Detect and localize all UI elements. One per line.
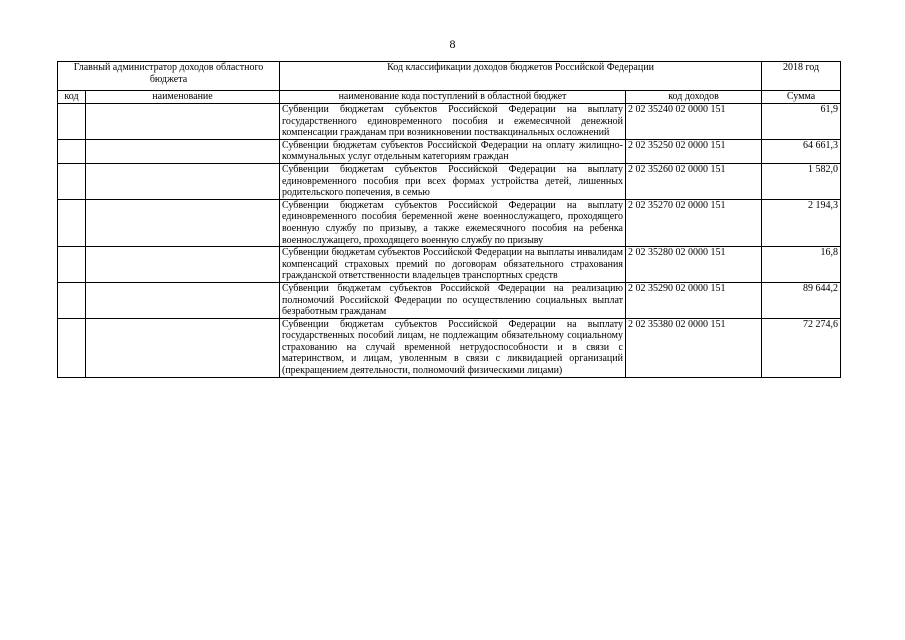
income-code: 2 02 35280 02 0000 151 <box>626 247 762 283</box>
page-number: 8 <box>449 37 456 51</box>
admin-name-cell <box>86 163 280 199</box>
table-row <box>58 104 841 140</box>
table-row <box>58 282 841 318</box>
income-amount: 1 582,0 <box>762 163 841 199</box>
header-row-sub <box>58 91 841 104</box>
income-code: 2 02 35380 02 0000 151 <box>626 318 762 377</box>
income-code: 2 02 35260 02 0000 151 <box>626 163 762 199</box>
table-row <box>58 139 841 163</box>
income-code: 2 02 35240 02 0000 151 <box>626 104 762 140</box>
income-code: 2 02 35250 02 0000 151 <box>626 139 762 163</box>
income-description: Субвенции бюджетам субъектов Российской Федерации на выплату государственного единовременного пособия и ежемесячной денежной компенсации гражданам при возникновении поствакцинальных осложнений <box>280 104 626 140</box>
income-amount: 61,9 <box>762 104 841 140</box>
header-sum: Сумма <box>762 91 841 104</box>
income-amount: 16,8 <box>762 247 841 283</box>
income-description: Субвенции бюджетам субъектов Российской Федерации на выплату единовременного пособия при всех формах устройства детей, лишенных родительского попечения, в семью <box>280 163 626 199</box>
revenue-table <box>57 61 841 378</box>
table-row <box>58 247 841 283</box>
admin-name-cell <box>86 318 280 377</box>
header-income-name: наименование кода поступлений в областной бюджет <box>280 91 626 104</box>
admin-code-cell <box>58 139 86 163</box>
admin-code-cell <box>58 163 86 199</box>
admin-code-cell <box>58 318 86 377</box>
header-year: 2018 год <box>762 62 841 91</box>
income-amount: 89 644,2 <box>762 282 841 318</box>
income-description: Субвенции бюджетам субъектов Российской Федерации на оплату жилищно-коммунальных услуг отдельным категориям граждан <box>280 139 626 163</box>
income-description: Субвенции бюджетам субъектов Российской Федерации на выплату государственных пособий лицам, не подлежащим обязательному социальному страхованию на случай временной нетрудоспособности и в связи с материнством, и лицам, уволенным в связи с ликвидацией организаций (прекращением деятельности, полномочий физическими лицами) <box>280 318 626 377</box>
header-name: наименование <box>86 91 280 104</box>
admin-code-cell <box>58 282 86 318</box>
admin-code-cell <box>58 247 86 283</box>
table-row <box>58 318 841 377</box>
header-classification: Код классификации доходов бюджетов Российской Федерации <box>280 62 762 91</box>
income-amount: 72 274,6 <box>762 318 841 377</box>
income-amount: 2 194,3 <box>762 199 841 246</box>
header-admin-group: Главный администратор доходов областного бюджета <box>58 62 280 91</box>
admin-name-cell <box>86 282 280 318</box>
admin-code-cell <box>58 199 86 246</box>
admin-code-cell <box>58 104 86 140</box>
admin-name-cell <box>86 104 280 140</box>
income-code: 2 02 35290 02 0000 151 <box>626 282 762 318</box>
admin-name-cell <box>86 139 280 163</box>
header-row-main <box>58 62 841 91</box>
income-description: Субвенции бюджетам субъектов Российской Федерации на реализацию полномочий Российской Федерации по осуществлению социальных выплат безработным гражданам <box>280 282 626 318</box>
admin-name-cell <box>86 199 280 246</box>
income-code: 2 02 35270 02 0000 151 <box>626 199 762 246</box>
income-description: Субвенции бюджетам субъектов Российской Федерации на выплату единовременного пособия беременной жене военнослужащего, проходящего военную службу по призыву, а также ежемесячного пособия на ребенка военнослужащего, проходящего военную службу по призыву <box>280 199 626 246</box>
table-row <box>58 199 841 246</box>
admin-name-cell <box>86 247 280 283</box>
header-income-code: код доходов <box>626 91 762 104</box>
header-code: код <box>58 91 86 104</box>
income-amount: 64 661,3 <box>762 139 841 163</box>
income-description: Субвенции бюджетам субъектов Российской Федерации на выплаты инвалидам компенсаций страховых премий по договорам обязательного страхования гражданской ответственности владельцев транспортных средств <box>280 247 626 283</box>
table-row <box>58 163 841 199</box>
